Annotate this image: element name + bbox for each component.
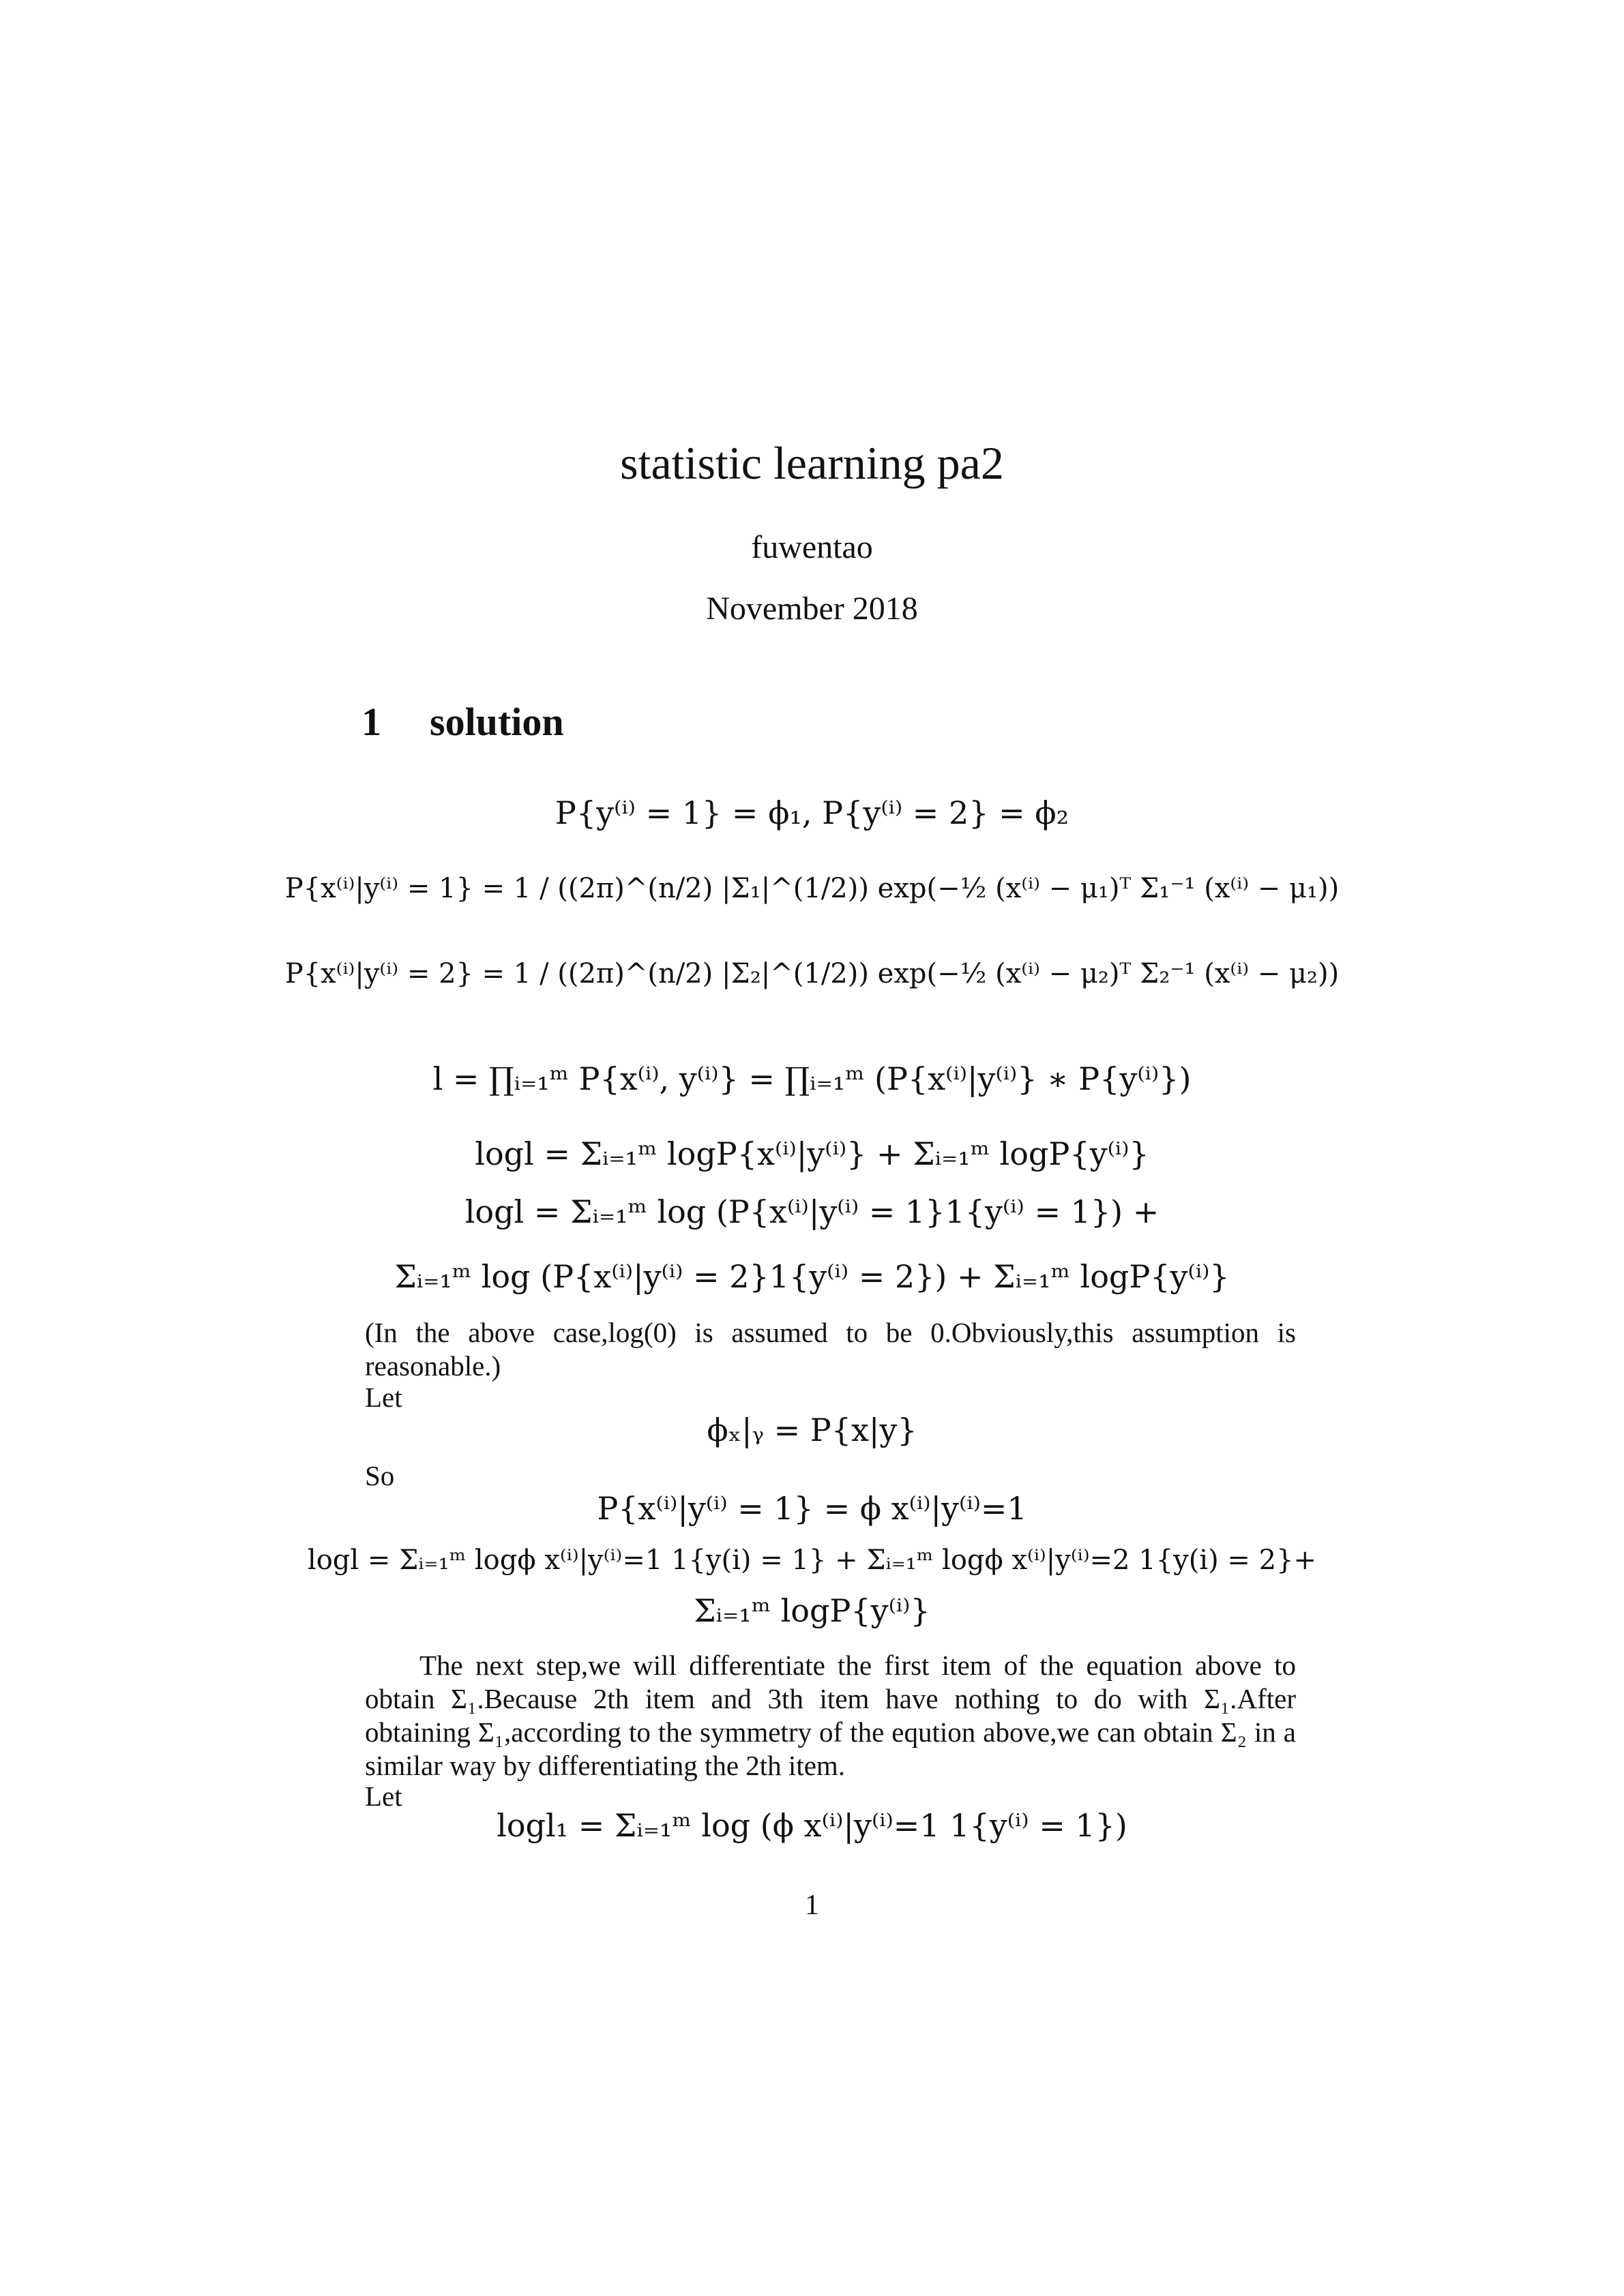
- equation-log-likelihood-phi-1: logl = Σᵢ₌₁ᵐ logϕ x⁽ⁱ⁾|y⁽ⁱ⁾=1 1{y(i) = 1} + Σᵢ₌₁ᵐ logϕ x⁽ⁱ⁾|y⁽ⁱ⁾=2 1{y(i) = 2}+: [307, 1545, 1317, 1576]
- paper-date: November 2018: [706, 591, 918, 627]
- equation-logl1: logl₁ = Σᵢ₌₁ᵐ log (ϕ x⁽ⁱ⁾|y⁽ⁱ⁾=1 1{y⁽ⁱ⁾ = 1}): [497, 1807, 1127, 1844]
- equation-log-likelihood-expanded-1: logl = Σᵢ₌₁ᵐ log (P{x⁽ⁱ⁾|y⁽ⁱ⁾ = 1}1{y⁽ⁱ⁾ = 1}) +: [464, 1193, 1160, 1230]
- equation-prior: P{y⁽ⁱ⁾ = 1} = ϕ₁, P{y⁽ⁱ⁾ = 2} = ϕ₂: [555, 794, 1069, 831]
- equation-gaussian-1: P{x⁽ⁱ⁾|y⁽ⁱ⁾ = 1} = 1 / ((2π)^(n/2) |Σ₁|^(1/2)) exp(−½ (x⁽ⁱ⁾ − μ₁)ᵀ Σ₁⁻¹ (x⁽ⁱ⁾ − μ₁)): [284, 873, 1340, 904]
- equation-log-likelihood: logl = Σᵢ₌₁ᵐ logP{x⁽ⁱ⁾|y⁽ⁱ⁾} + Σᵢ₌₁ᵐ logP{y⁽ⁱ⁾}: [475, 1135, 1149, 1172]
- so-label: So: [365, 1460, 395, 1491]
- equation-phi-substitution: P{x⁽ⁱ⁾|y⁽ⁱ⁾ = 1} = ϕ x⁽ⁱ⁾|y⁽ⁱ⁾=1: [597, 1490, 1027, 1527]
- note-paragraph: (In the above case,log(0) is assumed to be 0.Obviously,this assumption is reasonable.): [365, 1317, 1296, 1382]
- equation-likelihood: l = ∏ᵢ₌₁ᵐ P{x⁽ⁱ⁾, y⁽ⁱ⁾} = ∏ᵢ₌₁ᵐ (P{x⁽ⁱ⁾|y⁽ⁱ⁾} ∗ P{y⁽ⁱ⁾}): [432, 1060, 1192, 1097]
- equation-gaussian-2: P{x⁽ⁱ⁾|y⁽ⁱ⁾ = 2} = 1 / ((2π)^(n/2) |Σ₂|^(1/2)) exp(−½ (x⁽ⁱ⁾ − μ₂)ᵀ Σ₂⁻¹ (x⁽ⁱ⁾ − μ₂)): [284, 958, 1340, 989]
- page-number: 1: [805, 1890, 819, 1921]
- section-title: solution: [430, 700, 564, 744]
- section-number: 1: [361, 700, 381, 744]
- let-label-2: Let: [365, 1780, 402, 1812]
- author-name: fuwentao: [751, 529, 873, 565]
- let-label-1: Let: [365, 1382, 402, 1413]
- paper-title: statistic learning pa2: [620, 437, 1004, 489]
- equation-log-likelihood-phi-2: Σᵢ₌₁ᵐ logP{y⁽ⁱ⁾}: [694, 1592, 930, 1629]
- body-paragraph: The next step,we will differentiate the first item of the equation above to obtain Σ₁.Because 2th item and 3th item have nothing to do with Σ₁.After obtaining Σ₁,according to the symmetry of the eqution above,we can obtain Σ₂ in a similar way by differentiating the 2th item.: [365, 1650, 1297, 1781]
- equation-phi-definition: ϕₓ|ᵧ = P{x|y}: [707, 1412, 917, 1448]
- equation-log-likelihood-expanded-2: Σᵢ₌₁ᵐ log (P{x⁽ⁱ⁾|y⁽ⁱ⁾ = 2}1{y⁽ⁱ⁾ = 2}) + Σᵢ₌₁ᵐ logP{y⁽ⁱ⁾}: [394, 1258, 1230, 1295]
- section-heading: [361, 699, 564, 745]
